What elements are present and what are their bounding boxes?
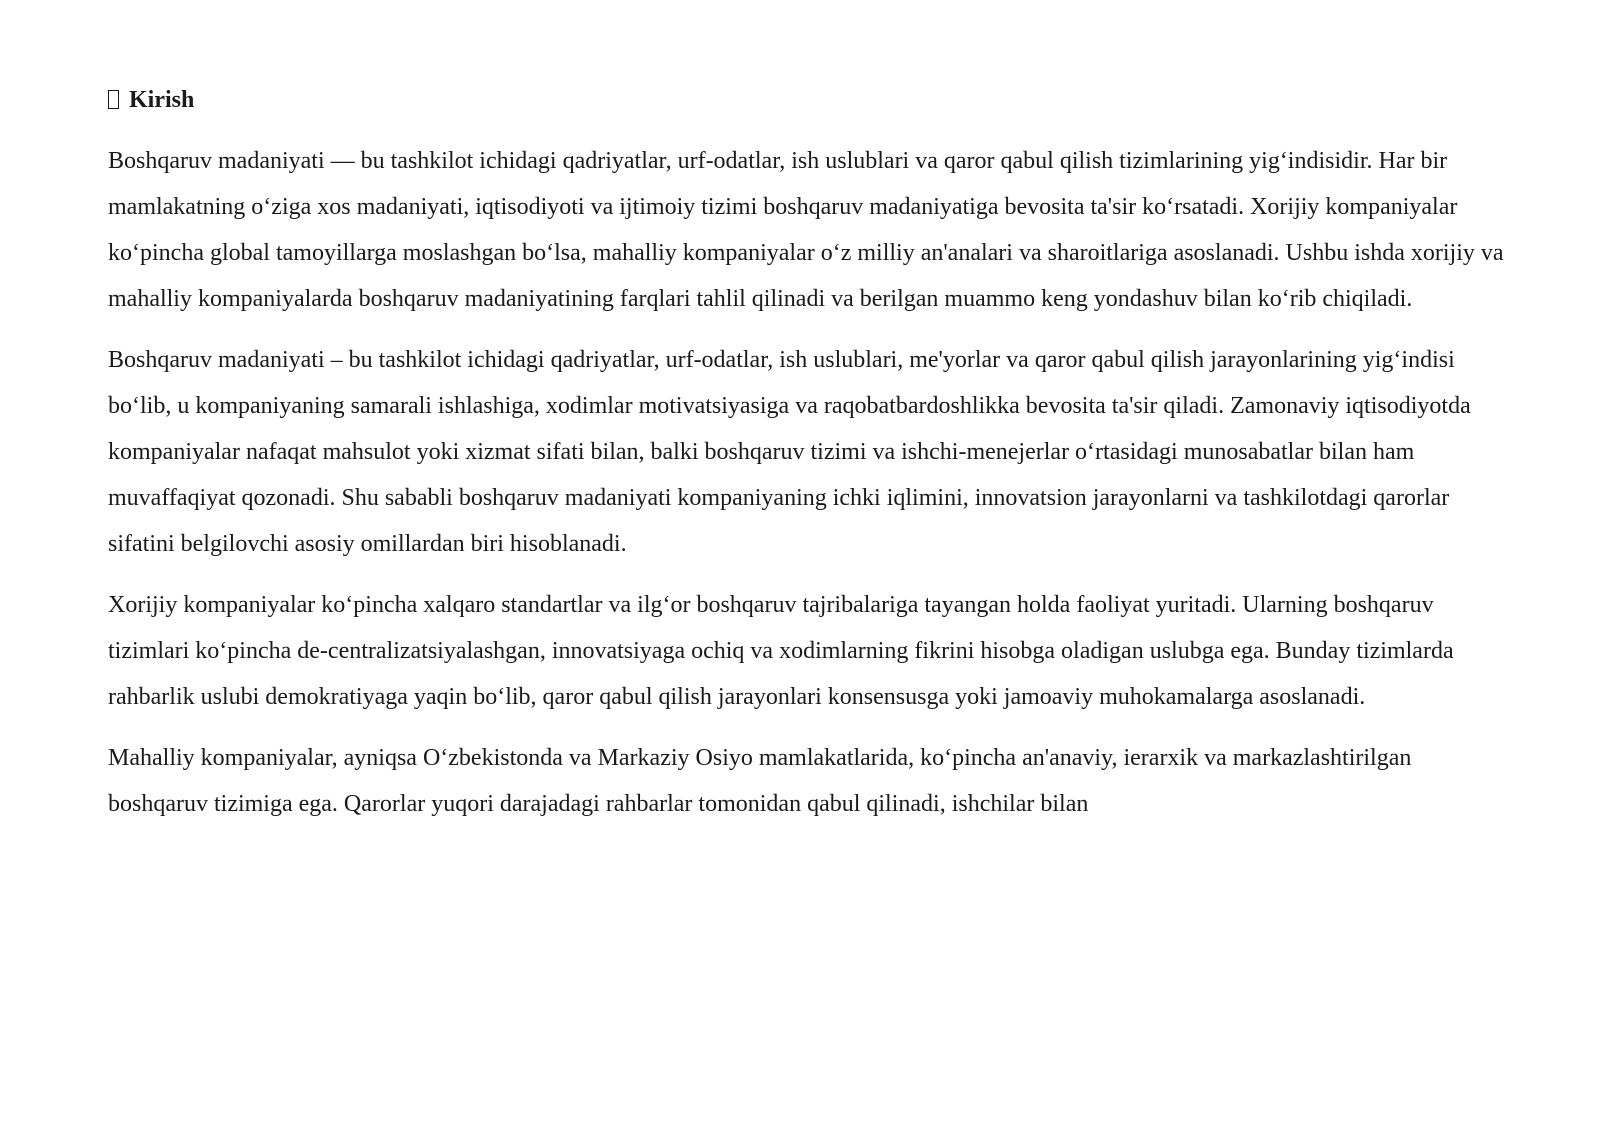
paragraph-4: Mahalliy kompaniyalar, ayniqsa O‘zbekistonda va Markaziy Osiyo mamlakatlarida, ko‘pincha an'anaviy, ierarxik va markazlashtirilgan boshqaruv tizimiga ega. Qarorlar yuqori darajadagi rahbarlar tomonidan qabul qilinadi, ishchilar bilan [108,745,1412,817]
paragraph-2: Boshqaruv madaniyati – bu tashkilot ichidagi qadriyatlar, urf-odatlar, ish uslublari, me'yorlar va qaror qabul qilish jarayonlarining yig‘indisi bo‘lib, u kompaniyaning samarali ishlashiga, xodimlar motivatsiyasiga va raqobatbardoshlikka bevosita ta'sir qiladi. Zamonaviy iqtisodiyotda kompaniyalar nafaqat mahsulot yoki xizmat sifati bilan, balki boshqaruv tizimi va ishchi-menejerlar o‘rtasidagi munosabatlar bilan ham muvaffaqiyat qozonadi. Shu sababli boshqaruv madaniyati kompaniyaning ichki iqlimini, innovatsion jarayonlarni va tashkilotdagi qarorlar sifatini belgilovchi asosiy omillardan biri hisoblanadi. [108,347,1471,557]
section-heading [108,78,1508,122]
document-page [108,78,1508,842]
section-heading-text: Kirish [129,87,195,113]
paragraph-3: Xorijiy kompaniyalar ko‘pincha xalqaro standartlar va ilg‘or boshqaruv tajribalariga tayangan holda faoliyat yuritadi. Ularning boshqaruv tizimlari ko‘pincha de-centralizatsiyalashgan, innovatsiyaga ochiq va xodimlarning fikrini hisobga oladigan uslubga ega. Bunday tizimlarda rahbarlik uslubi demokratiyaga yaqin bo‘lib, qaror qabul qilish jarayonlari konsensusga yoki jamoaviy muhokamalarga asoslanadi. [108,592,1454,710]
paragraph-1: Boshqaruv madaniyati — bu tashkilot ichidagi qadriyatlar, urf-odatlar, ish uslublari va qaror qabul qilish tizimlarining yig‘indisidir. Har bir mamlakatning o‘ziga xos madaniyati, iqtisodiyoti va ijtimoiy tizimi boshqaruv madaniyatiga bevosita ta'sir ko‘rsatadi. Xorijiy kompaniyalar ko‘pincha global tamoyillarga moslashgan bo‘lsa, mahalliy kompaniyalar o‘z milliy an'analari va sharoitlariga asoslanadi. Ushbu ishda xorijiy va mahalliy kompaniyalarda boshqaruv madaniyatining farqlari tahlil qilinadi va berilgan muammo keng yondashuv bilan ko‘rib chiqiladi. [108,148,1504,312]
missing-glyph-icon [108,90,119,109]
